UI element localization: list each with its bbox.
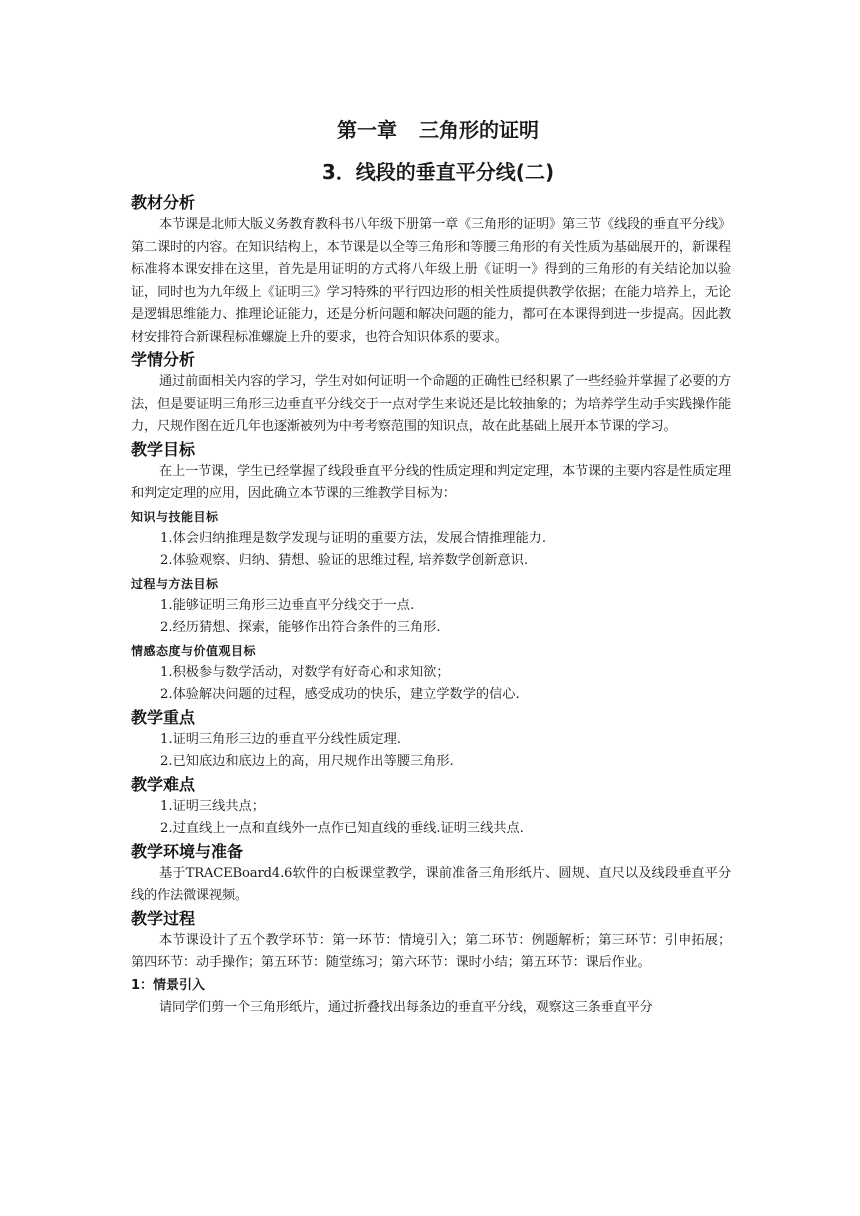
- paragraph-environment: 基于TRACEBoard4.6软件的白板课堂教学，课前准备三角形纸片、圆规、直尺以及线段垂直平分线的作法微课视频。: [131, 865, 731, 903]
- heading-step-1: 1：情景引入: [131, 977, 206, 993]
- list-item: 1.能够证明三角形三边垂直平分线交于一点.: [160, 597, 415, 613]
- list-item: 1.证明三线共点；: [160, 798, 265, 814]
- paragraph-teaching-process: 本节课设计了五个教学环节：第一环节：情境引入；第二环节：例题解析；第三环节：引申拓展； 第四环节：动手操作；第五环节：随堂练习；第六环节：课时小结；第五环节：课后作业。: [131, 932, 731, 970]
- list-item: 1.证明三角形三边的垂直平分线性质定理.: [160, 731, 401, 747]
- heading-teaching-process: 教学过程: [131, 908, 196, 928]
- heading-difficulties: 教学难点: [131, 774, 196, 794]
- heading-student-analysis: 学情分析: [131, 350, 196, 369]
- heading-process-goals: 过程与方法目标: [131, 576, 219, 591]
- paragraph-student-analysis: 通过前面相关内容的学习，学生对如何证明一个命题的正确性已经积累了一些经验并掌握了必要的方法，但是要证明三角形三边垂直平分线交于一点对学生来说还是比较抽象的；为培养学生动手实践操作能力，尺规作图在近几年也逐渐被列为中考考察范围的知识点，故在此基础上展开本节课的学习。: [131, 374, 731, 434]
- paragraph-step-1: 请同学们剪一个三角形纸片，通过折叠找出每条边的垂直平分线，观察这三条垂直平分: [159, 999, 653, 1015]
- heading-material-analysis: 教材分析: [131, 193, 196, 212]
- list-item: 2.过直线上一点和直线外一点作已知直线的垂线.证明三线共点.: [160, 821, 524, 836]
- heading-key-points: 教学重点: [131, 707, 196, 727]
- lesson-title: 3．线段的垂直平分线(二): [321, 160, 555, 184]
- heading-knowledge-goals: 知识与技能目标: [131, 509, 219, 524]
- paragraph-material-analysis: 本节课是北师大版义务教育教科书八年级下册第一章《三角形的证明》第三节《线段的垂直平分线》第二课时的内容。在知识结构上，本节课是以全等三角形和等腰三角形的有关性质为基础展开的，新课程标准将本课安排在这里，首先是用证明的方式将八年级上册《证明一》得到的三角形的有关结论加以验证，同时也为九年级上《证明三》学习特殊的平行四边形的相关性质提供教学依据；在能力培养上，无论是逻辑思维能力、推理论证能力，还是分析问题和解决问题的能力，都可在本课得到进一步提高。因此教材安排符合新课程标准螺旋上升的要求，也符合知识体系的要求。: [131, 217, 731, 345]
- list-item: 2.经历猜想、探索，能够作出符合条件的三角形.: [160, 620, 441, 635]
- heading-environment: 教学环境与准备: [131, 841, 244, 861]
- heading-emotion-goals: 情感态度与价值观目标: [131, 643, 257, 658]
- list-item: 1.积极参与数学活动，对数学有好奇心和求知欲；: [160, 664, 450, 680]
- document-body: [131, 112, 731, 1019]
- chapter-title: [131, 112, 731, 148]
- chapter-label: 第一章: [337, 118, 397, 142]
- heading-teaching-goals: 教学目标: [131, 439, 196, 459]
- paragraph-goals-intro: 在上一节课，学生已经掌握了线段垂直平分线的性质定理和判定定理，本节课的主要内容是性质定理和判定定理的应用，因此确立本节课的三维教学目标为：: [131, 463, 731, 501]
- list-item: 1.体会归纳推理是数学发现与证明的重要方法，发展合情推理能力.: [160, 530, 547, 546]
- chapter-name: 三角形的证明: [419, 118, 539, 142]
- list-item: 2.体验观察、归纳、猜想、验证的思维过程, 培养数学创新意识.: [160, 553, 529, 568]
- list-item: 2.已知底边和底边上的高，用尺规作出等腰三角形.: [160, 754, 454, 769]
- list-item: 2.体验解决问题的过程，感受成功的快乐，建立学数学的信心.: [160, 687, 520, 702]
